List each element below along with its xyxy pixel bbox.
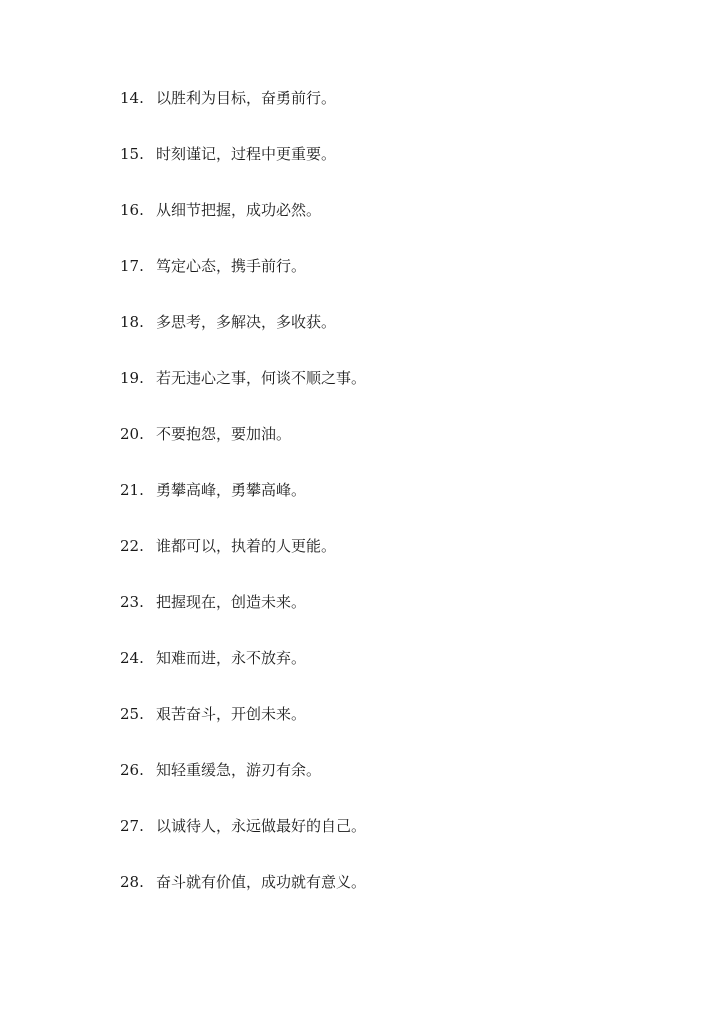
item-number: 25. <box>120 705 144 723</box>
item-number: 24. <box>120 649 144 667</box>
item-text: 知难而进，永不放弃。 <box>156 649 307 667</box>
list-item <box>120 310 366 366</box>
item-number: 26. <box>120 761 144 779</box>
numbered-list <box>120 86 366 926</box>
item-number: 14. <box>120 89 144 107</box>
item-number: 20. <box>120 425 144 443</box>
item-text: 笃定心态，携手前行。 <box>156 257 307 275</box>
item-text: 从细节把握，成功必然。 <box>156 201 322 219</box>
list-item <box>120 758 366 814</box>
item-number: 18. <box>120 313 144 331</box>
list-item <box>120 814 366 870</box>
item-text: 艰苦奋斗，开创未来。 <box>156 705 307 723</box>
item-number: 22. <box>120 537 144 555</box>
list-item <box>120 702 366 758</box>
list-item <box>120 254 366 310</box>
item-text: 知轻重缓急，游刃有余。 <box>156 761 322 779</box>
list-item <box>120 198 366 254</box>
item-number: 23. <box>120 593 144 611</box>
list-item <box>120 590 366 646</box>
list-item <box>120 86 366 142</box>
item-number: 27. <box>120 817 144 835</box>
item-text: 以胜利为目标，奋勇前行。 <box>156 89 337 107</box>
item-number: 21. <box>120 481 144 499</box>
item-text: 以诚待人，永远做最好的自己。 <box>156 817 367 835</box>
list-item <box>120 142 366 198</box>
list-item <box>120 366 366 422</box>
item-number: 19. <box>120 369 144 387</box>
item-text: 把握现在，创造未来。 <box>156 593 307 611</box>
item-text: 谁都可以，执着的人更能。 <box>156 537 337 555</box>
item-number: 17. <box>120 257 144 275</box>
item-text: 勇攀高峰，勇攀高峰。 <box>156 481 307 499</box>
item-number: 16. <box>120 201 144 219</box>
list-item <box>120 646 366 702</box>
item-text: 时刻谨记，过程中更重要。 <box>156 145 337 163</box>
item-number: 15. <box>120 145 144 163</box>
item-text: 多思考，多解决，多收获。 <box>156 313 337 331</box>
list-item <box>120 478 366 534</box>
list-item <box>120 870 366 926</box>
item-text: 不要抱怨，要加油。 <box>156 425 292 443</box>
item-text: 奋斗就有价值，成功就有意义。 <box>156 873 367 891</box>
list-item <box>120 534 366 590</box>
item-text: 若无违心之事，何谈不顺之事。 <box>156 369 367 387</box>
item-number: 28. <box>120 873 144 891</box>
list-item <box>120 422 366 478</box>
